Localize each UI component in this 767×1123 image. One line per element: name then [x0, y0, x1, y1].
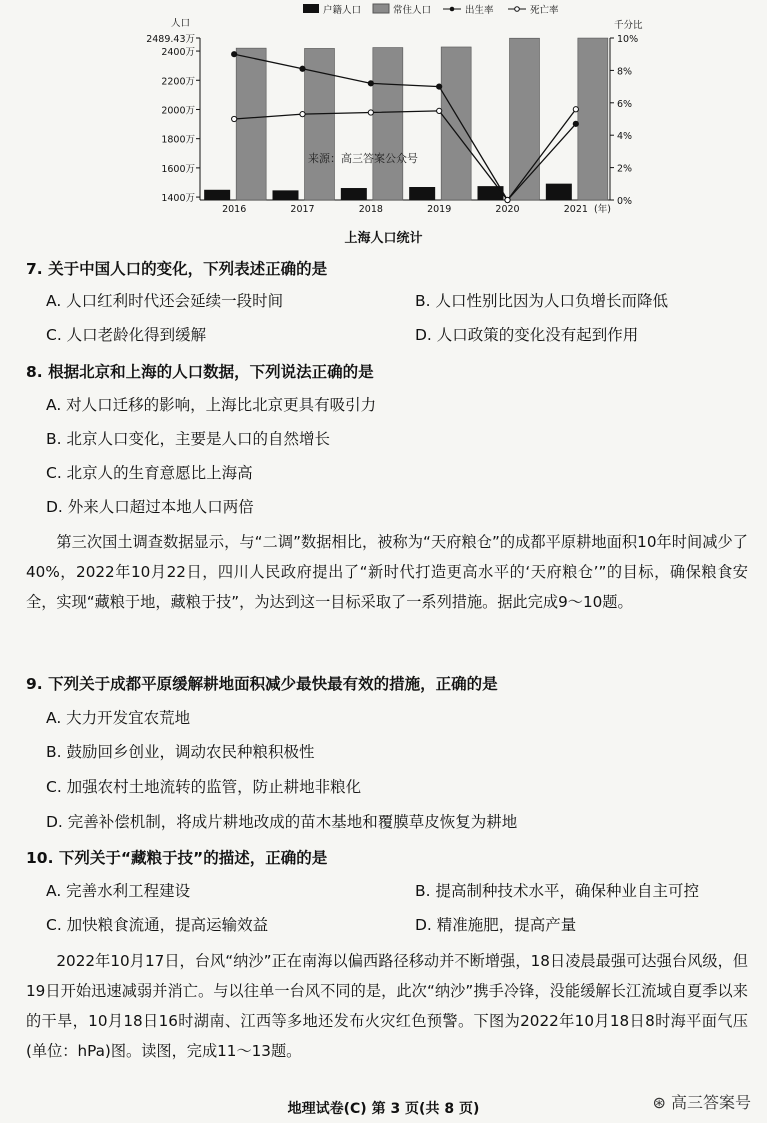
x-tick-label: 2018: [358, 204, 383, 215]
right-tick-label: 10%: [617, 34, 639, 45]
bar-changzhu-2020: [510, 38, 540, 200]
shanghai-population-chart: [0, 0, 767, 250]
legend-label-birth: 出生率: [465, 5, 494, 16]
legend-label-changzhu: 常住人口: [393, 5, 432, 16]
q7-option-a: A. 人口红利时代还会延续一段时间: [46, 292, 284, 310]
bar-huji-2016: [204, 190, 230, 200]
chart-title: 上海人口统计: [344, 231, 423, 246]
legend-marker-birth: [450, 7, 455, 12]
y-axis-label-right: 千分比: [614, 20, 643, 31]
q8-option-a: A. 对人口迁移的影响，上海比北京更具有吸引力: [46, 396, 377, 414]
x-tick-label: 2021: [563, 204, 588, 215]
bar-huji-2020: [478, 186, 504, 200]
legend-label-huji: 户籍人口: [323, 5, 362, 16]
y-axis-label-left: 人口: [170, 18, 190, 29]
birth-rate-point-2016: [232, 52, 237, 57]
death-rate-point-2018: [368, 110, 373, 115]
left-tick-label: 1800万: [161, 134, 195, 146]
q7-option-c: C. 人口老龄化得到缓解: [46, 326, 207, 344]
page-footer: 地理试卷(C) 第 3 页(共 8 页): [287, 1101, 480, 1117]
chart-source-note: 来源：高三答案公众号: [308, 152, 418, 165]
right-tick-label: 8%: [617, 66, 633, 78]
death-rate-point-2019: [437, 108, 442, 113]
bar-huji-2018: [341, 188, 367, 200]
bar-changzhu-2016: [236, 48, 266, 200]
legend-swatch-changzhu: [373, 4, 389, 13]
birth-rate-point-2021: [573, 121, 578, 126]
q9-option-b: B. 鼓励回乡创业，调动农民种粮积极性: [46, 743, 315, 761]
death-rate-point-2016: [232, 116, 237, 121]
legend-marker-death: [515, 7, 520, 12]
q10-option-d: D. 精准施肥，提高产量: [415, 916, 577, 934]
right-tick-label: 6%: [617, 98, 633, 110]
question-8-stem: 8. 根据北京和上海的人口数据，下列说法正确的是: [26, 363, 374, 381]
death-rate-point-2020: [505, 197, 510, 202]
bar-huji-2021: [546, 184, 572, 200]
birth-rate-point-2019: [437, 84, 442, 89]
q8-option-b: B. 北京人口变化，主要是人口的自然增长: [46, 430, 330, 448]
q9-option-a: A. 大力开发宜农荒地: [46, 709, 191, 727]
x-tick-label: 2016: [222, 204, 247, 215]
bar-huji-2019: [409, 187, 435, 200]
wechat-icon: ⊛: [652, 1093, 666, 1112]
right-tick-label: 4%: [617, 131, 633, 143]
left-tick-label: 2400万: [161, 47, 195, 59]
chart-legend: [303, 4, 559, 16]
bar-changzhu-2021: [578, 38, 608, 200]
birth-rate-point-2018: [368, 81, 373, 86]
x-tick-label: 2017: [290, 204, 315, 215]
question-9-stem: 9. 下列关于成都平原缓解耕地面积减少最快最有效的措施，正确的是: [26, 675, 498, 693]
x-tick-label: 2020: [495, 204, 520, 215]
question-10-stem: 10. 下列关于“藏粮于技”的描述，正确的是: [26, 849, 328, 867]
left-tick-label: 1600万: [161, 163, 195, 175]
birth-rate-point-2017: [300, 66, 305, 71]
left-tick-label: 2200万: [161, 76, 195, 88]
watermark-label: 高三答案号: [670, 1093, 751, 1112]
passage-tianfu-granary: 第三次国土调查数据显示，与“二调”数据相比，被称为“天府粮仓”的成都平原耕地面积10年时间减少了40%，2022年10月22日，四川人民政府提出了“新时代打造更高水平的‘天府粮仓’”的目标，确保粮食安全，实现“藏粮于地，藏粮于技”，为达到这一目标采取了一系列措施。据此完成9～10题。: [26, 533, 748, 611]
left-tick-label: 2489.43万: [146, 34, 195, 45]
q7-option-d: D. 人口政策的变化没有起到作用: [415, 326, 639, 344]
q10-option-c: C. 加快粮食流通，提高运输效益: [46, 916, 269, 934]
q7-option-b: B. 人口性别比因为人口负增长而降低: [415, 292, 668, 310]
death-rate-point-2021: [573, 107, 578, 112]
x-axis-unit: (年): [594, 204, 611, 215]
bar-changzhu-2019: [441, 47, 471, 200]
question-7-stem: 7. 关于中国人口的变化，下列表述正确的是: [26, 260, 328, 278]
death-rate-point-2017: [300, 112, 305, 117]
bar-changzhu-2017: [305, 48, 335, 200]
watermark-text: [652, 1090, 751, 1113]
passage-typhoon-nasha: 2022年10月17日，台风“纳沙”正在南海以偏西路径移动并不断增强，18日凌晨最强可达强台风级，但19日开始迅速减弱并消亡。与以往单一台风不同的是，此次“纳沙”携手冷锋，没能缓解长江流域自夏季以来的干旱，10月18日16时湖南、江西等多地还发布火灾红色预警。下图为2022年10月18日8时海平面气压(单位：hPa)图。读图，完成11～13题。: [26, 952, 748, 1060]
q10-option-b: B. 提高制种技术水平，确保种业自主可控: [415, 882, 699, 900]
right-tick-label: 2%: [617, 163, 633, 175]
q9-option-d: D. 完善补偿机制，将成片耕地改成的苗木基地和覆膜草皮恢复为耕地: [46, 813, 518, 831]
x-tick-label: 2019: [427, 204, 452, 215]
legend-swatch-huji: [303, 4, 319, 13]
left-tick-label: 1400万: [161, 193, 195, 205]
bar-changzhu-2018: [373, 48, 403, 200]
right-tick-label: 0%: [617, 196, 633, 207]
q9-option-c: C. 加强农村土地流转的监管，防止耕地非粮化: [46, 778, 362, 796]
q10-option-a: A. 完善水利工程建设: [46, 882, 191, 900]
left-tick-label: 2000万: [161, 105, 195, 117]
chart-bars: [204, 38, 608, 200]
q8-option-d: D. 外来人口超过本地人口两倍: [46, 498, 254, 516]
bar-huji-2017: [273, 190, 299, 200]
legend-label-death: 死亡率: [530, 5, 559, 16]
q8-option-c: C. 北京人的生育意愿比上海高: [46, 464, 253, 482]
